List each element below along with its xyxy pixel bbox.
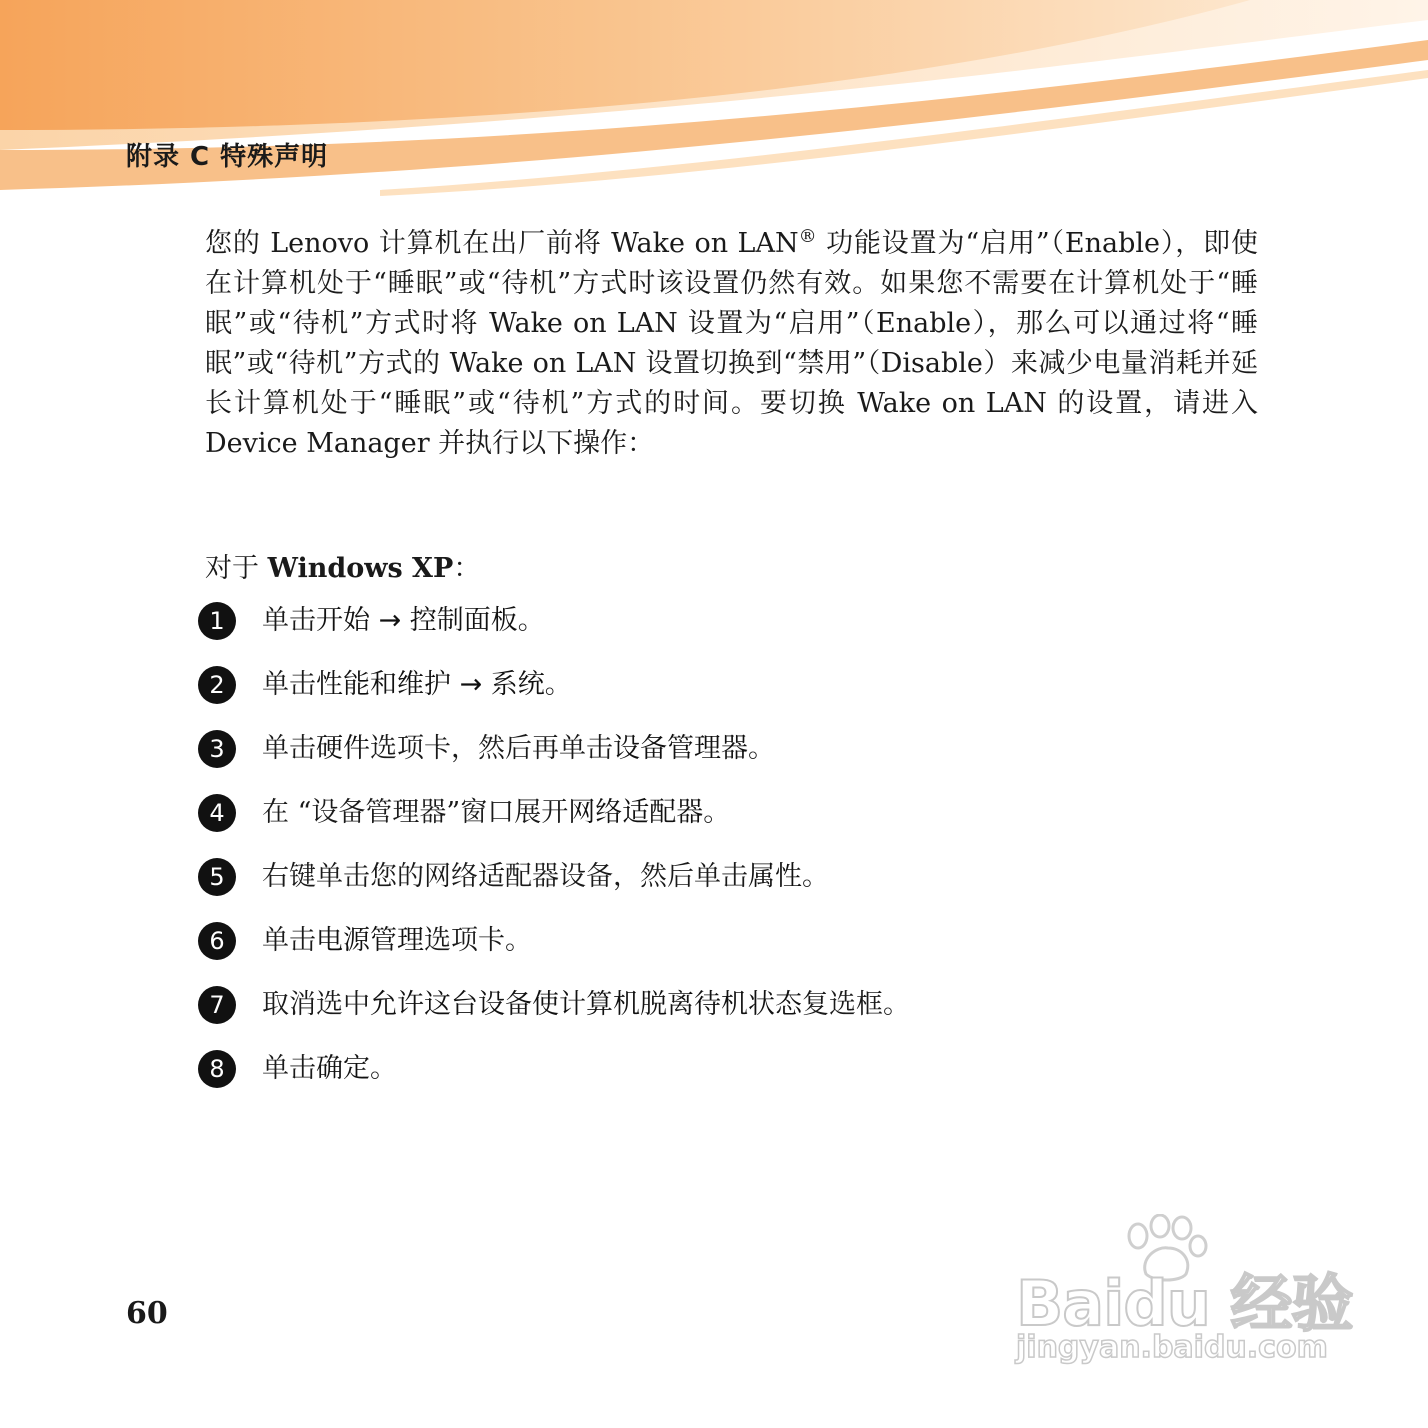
step-text-ui-term: 电源管理	[316, 925, 424, 956]
step-text	[262, 858, 829, 896]
registered-mark: ®	[798, 226, 817, 247]
page-number: 60	[126, 1296, 168, 1331]
step-number-badge: 2	[198, 666, 236, 704]
step-text	[262, 666, 572, 704]
step-text-ui-term: 性能和维护 → 系统	[316, 669, 545, 700]
step-number-badge: 6	[198, 922, 236, 960]
step-item	[198, 986, 1298, 1050]
intro-part1: 您的 Lenovo 计算机在出厂前将 Wake on LAN	[205, 228, 799, 259]
watermark-logo: Baidu 经验	[1016, 1267, 1353, 1340]
step-text-ui-term: 硬件	[316, 733, 370, 764]
step-text-plain: 。	[703, 797, 731, 828]
step-text	[262, 794, 730, 832]
chapter-title: 附录 C 特殊声明	[126, 142, 329, 172]
step-text-plain: 复选框。	[802, 989, 910, 1020]
watermark-url: jingyan.baidu.com	[1016, 1330, 1328, 1365]
step-text	[262, 602, 545, 640]
step-text-ui-term: 允许这台设备使计算机脱离待机状态	[370, 989, 802, 1020]
step-number-badge: 7	[198, 986, 236, 1024]
step-item	[198, 602, 1298, 666]
step-text-ui-term: 确定	[316, 1053, 370, 1084]
step-text-plain: 单击	[262, 605, 316, 636]
step-text-plain: 右键单击您的网络适配器设备，然后单击	[262, 861, 748, 892]
section-heading	[205, 546, 480, 585]
step-text	[262, 922, 532, 960]
steps-list	[198, 602, 1298, 1114]
section-suffix: ：	[453, 553, 481, 584]
baidu-watermark	[1006, 1214, 1353, 1374]
step-text-plain: 选项卡，然后再单击	[370, 733, 613, 764]
step-text-ui-term: 网络适配器	[568, 797, 704, 828]
intro-part2: 功能设置为“启用”（Enable），即使在计算机处于“睡眠”或“待机”方式时该设置仍然有效。如果您不需要在计算机处于“睡眠”或“待机”方式时将 Wake on LAN 设置为“启用”（Enable），那么可以通过将“睡眠”或“待机”方式的 Wake on LAN 设置切换到“禁用”（Disable）来减少电量消耗并延长计算机处于“睡眠”或“待机”方式的时间。要切换 Wake on LAN 的设置，请进入 Device Manager 并执行以下操作：	[205, 228, 1258, 459]
step-text-plain: 选项卡。	[424, 925, 532, 956]
step-text-ui-term: 开始 → 控制面板	[316, 605, 518, 636]
step-item	[198, 730, 1298, 794]
step-text	[262, 730, 775, 768]
step-text	[262, 986, 910, 1024]
step-item	[198, 1050, 1298, 1114]
section-prefix: 对于	[205, 553, 268, 584]
step-number-badge: 8	[198, 1050, 236, 1088]
step-text-plain: 。	[748, 733, 775, 764]
step-text-ui-term: 属性	[748, 861, 802, 892]
step-text-plain: 单击	[262, 669, 316, 700]
step-text	[262, 1050, 397, 1088]
step-text-plain: 。	[544, 669, 572, 700]
step-text-ui-term: 设备管理器	[613, 733, 748, 764]
step-item	[198, 666, 1298, 730]
step-item	[198, 858, 1298, 922]
intro-paragraph	[205, 224, 1258, 464]
step-number-badge: 5	[198, 858, 236, 896]
step-number-badge: 3	[198, 730, 236, 768]
step-item	[198, 794, 1298, 858]
step-text-plain: 在 “设备管理器”窗口展开	[262, 797, 569, 828]
step-text-plain: 。	[370, 1053, 397, 1084]
step-text-plain: 取消选中	[262, 989, 370, 1020]
step-number-badge: 4	[198, 794, 236, 832]
step-item	[198, 922, 1298, 986]
section-os: Windows XP	[267, 553, 454, 584]
step-text-plain: 单击	[262, 733, 316, 764]
step-text-plain: 。	[517, 605, 545, 636]
step-text-plain: 单击	[262, 925, 316, 956]
step-text-plain: 。	[802, 861, 829, 892]
step-number-badge: 1	[198, 602, 236, 640]
step-text-plain: 单击	[262, 1053, 316, 1084]
